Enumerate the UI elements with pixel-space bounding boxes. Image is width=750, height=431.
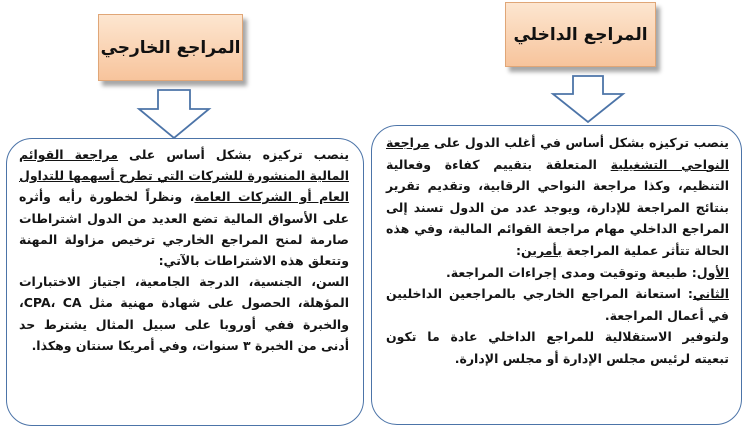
internal-intro-text: ينصب تركيزه بشكل أساس في أغلب الدول على	[429, 135, 729, 150]
external-down-arrow-icon	[138, 89, 210, 139]
external-focus-highlight: مراجعة القوائم المالية المنشورة للشركات التي تطرح أسهمها للتداول العام أو الشركات العامة	[19, 147, 350, 205]
external-requirements-list: السن، الجنسية، الدرجة الجامعية، اجتياز الاختبارات المؤهلة، الحصول على شهادة مهنية مثل CPA، CA، والخبرة ففي أوروبا على سبيل المثال يشترط حد أدنى من الخبرة ٣ سنوات، وفي أمريكا سنتان وهكذا.	[19, 274, 349, 353]
internal-focus-rest-text: المتعلقة بتقييم كفاءة وفعالية التنظيم، وكذا مراجعة النواحي الرقابية، وتقديم تقرير بنتائج المراجعة للإدارة، ويوجد عدد من الدول تسند إلى المراجع الداخلي مهام مراجعة القوائم المالية، وفي هذه الحالة تتأثر عملية المراجعة	[386, 156, 729, 258]
internal-closing-text: ولتوفير الاستقلالية للمراجع الداخلي عادة ما تكون تبعيته لرئيس مجلس الإدارة أو مجلس الإدارة.	[386, 329, 729, 366]
internal-point-second-text: : استعانة المراجع الخارجي بالمراجعين الداخليين في أعمال المراجعة.	[386, 286, 729, 323]
internal-point-second-label: الثاني	[692, 286, 729, 302]
internal-focus-highlight: مراجعة النواحي التشغيلية	[386, 135, 729, 172]
external-requirements-text: ، ونظراً لخطورة رأيه وأثره على الأسواق المالية تضع العديد من الدول اشتراطات صارمة لمنح المراجع الخارجي ترخيص مزاولة المهنة وتتعلق هذه الاشتراطات بالآتي:	[19, 189, 349, 269]
internal-auditor-description-box	[371, 125, 742, 425]
external-auditor-title: المراجع الخارجي	[98, 14, 243, 81]
internal-point-first	[386, 262, 729, 284]
internal-colon: :	[516, 242, 522, 258]
internal-paragraph-focus	[386, 132, 729, 262]
external-paragraph-requirements	[19, 144, 349, 271]
internal-point-first-label: الأول	[696, 264, 729, 280]
external-intro-text: ينصب تركيزه بشكل أساس على	[118, 147, 350, 162]
internal-down-arrow-icon	[552, 75, 624, 123]
external-auditor-description-box	[6, 138, 364, 426]
internal-point-second	[386, 283, 729, 326]
internal-two-matters-highlight: بأمرين	[521, 242, 562, 258]
internal-auditor-title: المراجع الداخلي	[505, 2, 656, 67]
internal-point-first-text: : طبيعة وتوقيت ومدى إجراءات المراجعة.	[446, 264, 697, 280]
